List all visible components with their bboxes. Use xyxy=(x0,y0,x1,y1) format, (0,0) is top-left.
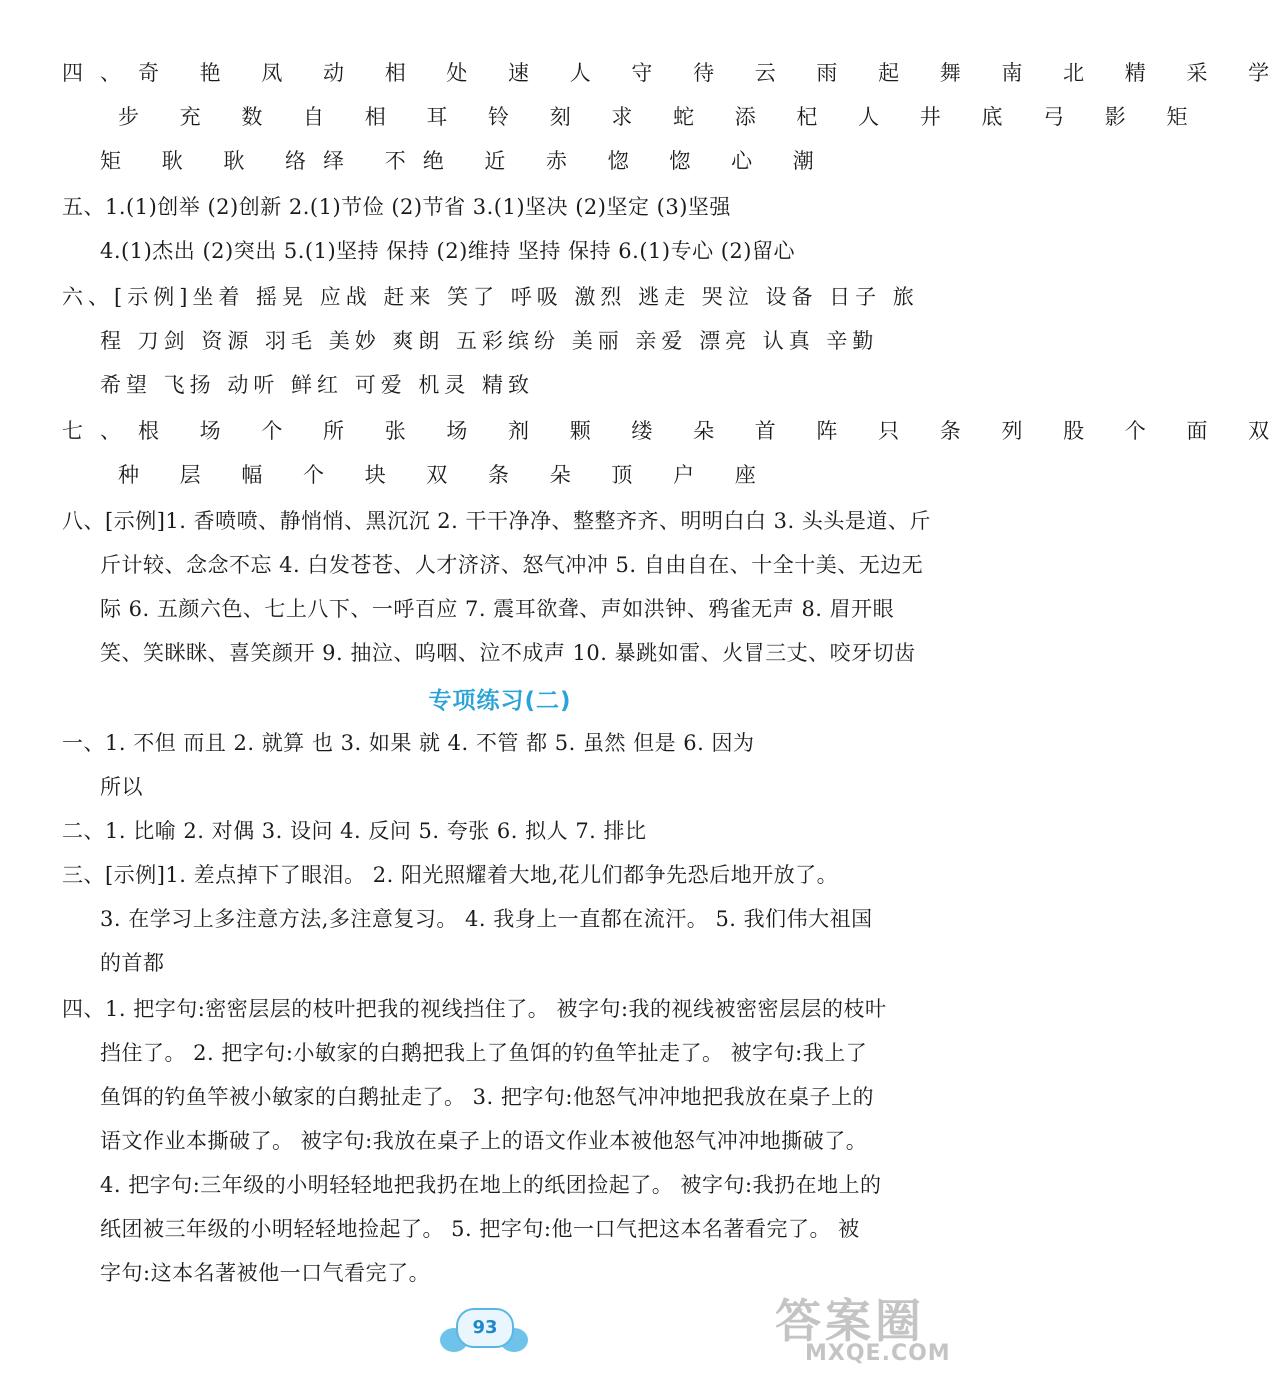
answer-line: 二、1. 比喻 2. 对偶 3. 设问 4. 反问 5. 夸张 6. 拟人 7. 排比 xyxy=(62,819,647,843)
answer-line: 五、1.(1)创举 (2)创新 2.(1)节俭 (2)节省 3.(1)坚决 (2)坚定 (3)坚强 xyxy=(62,195,731,219)
answer-line: 四、奇 艳 凤 动 相 处 速 人 守 待 云 雨 起 舞 南 北 精 采 学 xyxy=(62,61,1286,85)
page-number: 93 xyxy=(456,1308,514,1348)
answer-line: 字句:这本名著被他一口气看完了。 xyxy=(100,1261,431,1285)
answer-line: 程 刀剑 资源 羽毛 美妙 爽朗 五彩缤纷 美丽 亲爱 漂亮 认真 辛勤 xyxy=(100,329,879,353)
watermark-url: MXQE.COM xyxy=(805,1341,951,1366)
answer-line: 的首都 xyxy=(100,951,165,975)
answer-line: 4. 把字句:三年级的小明轻轻地把我扔在地上的纸团捡起了。 被字句:我扔在地上的 xyxy=(100,1173,882,1197)
answer-line: 鱼饵的钓鱼竿被小敏家的白鹅扯走了。 3. 把字句:他怒气冲冲地把我放在桌子上的 xyxy=(100,1085,874,1109)
answer-line: 矩 耿 耿 络绎 不绝 近 赤 惚 惚 心 潮 xyxy=(100,149,831,173)
answer-line: 纸团被三年级的小明轻轻地捡起了。 5. 把字句:他一口气把这本名著看完了。 被 xyxy=(100,1217,860,1241)
answer-line: 一、1. 不但 而且 2. 就算 也 3. 如果 就 4. 不管 都 5. 虽然 但是 6. 因为 xyxy=(62,731,755,755)
watermark-logo: 答案圈 xyxy=(775,1294,925,1348)
answer-line: 四、1. 把字句:密密层层的枝叶把我的视线挡住了。 被字句:我的视线被密密层层的枝叶 xyxy=(62,997,887,1021)
answer-line: 步 充 数 自 相 耳 铃 刻 求 蛇 添 杞 人 井 底 弓 影 矩 xyxy=(118,105,1205,129)
answer-line: 所以 xyxy=(100,775,143,799)
watermark xyxy=(775,1285,990,1370)
answer-line: 挡住了。 2. 把字句:小敏家的白鹅把我上了鱼饵的钓鱼竿扯走了。 被字句:我上了 xyxy=(100,1041,868,1065)
answer-line: 4.(1)杰出 (2)突出 5.(1)坚持 保持 (2)维持 坚持 保持 6.(1)专心 (2)留心 xyxy=(100,239,795,263)
answer-line: 笑、笑眯眯、喜笑颜开 9. 抽泣、呜咽、泣不成声 10. 暴跳如雷、火冒三丈、咬牙切齿 xyxy=(100,641,916,665)
answer-line: 七、根 场 个 所 张 场 剂 颗 缕 朵 首 阵 只 条 列 股 个 面 双 xyxy=(62,419,1286,443)
answer-line: 六、[示例]坐着 摇晃 应战 赶来 笑了 呼吸 激烈 逃走 哭泣 设备 日子 旅 xyxy=(62,285,919,309)
page-number-badge xyxy=(436,1304,530,1354)
answer-line: 八、[示例]1. 香喷喷、静悄悄、黑沉沉 2. 干干净净、整整齐齐、明明白白 3. 头头是道、斤 xyxy=(62,509,931,533)
answer-line: 希望 飞扬 动听 鲜红 可爱 机灵 精致 xyxy=(100,373,535,397)
answer-line: 语文作业本撕破了。 被字句:我放在桌子上的语文作业本被他怒气冲冲地撕破了。 xyxy=(100,1129,868,1153)
answer-line: 3. 在学习上多注意方法,多注意复习。 4. 我身上一直都在流汗。 5. 我们伟大祖国 xyxy=(100,907,873,931)
section-heading: 专项练习(二) xyxy=(428,688,572,714)
answer-line: 斤计较、念念不忘 4. 白发苍苍、人才济济、怒气冲冲 5. 自由自在、十全十美、无边无 xyxy=(100,553,924,577)
answer-line: 三、[示例]1. 差点掉下了眼泪。 2. 阳光照耀着大地,花儿们都争先恐后地开放了。 xyxy=(62,863,839,887)
answer-line: 种 层 幅 个 块 双 条 朵 顶 户 座 xyxy=(118,463,773,487)
answer-line: 际 6. 五颜六色、七上八下、一呼百应 7. 震耳欲聋、声如洪钟、鸦雀无声 8. 眉开眼 xyxy=(100,597,895,621)
